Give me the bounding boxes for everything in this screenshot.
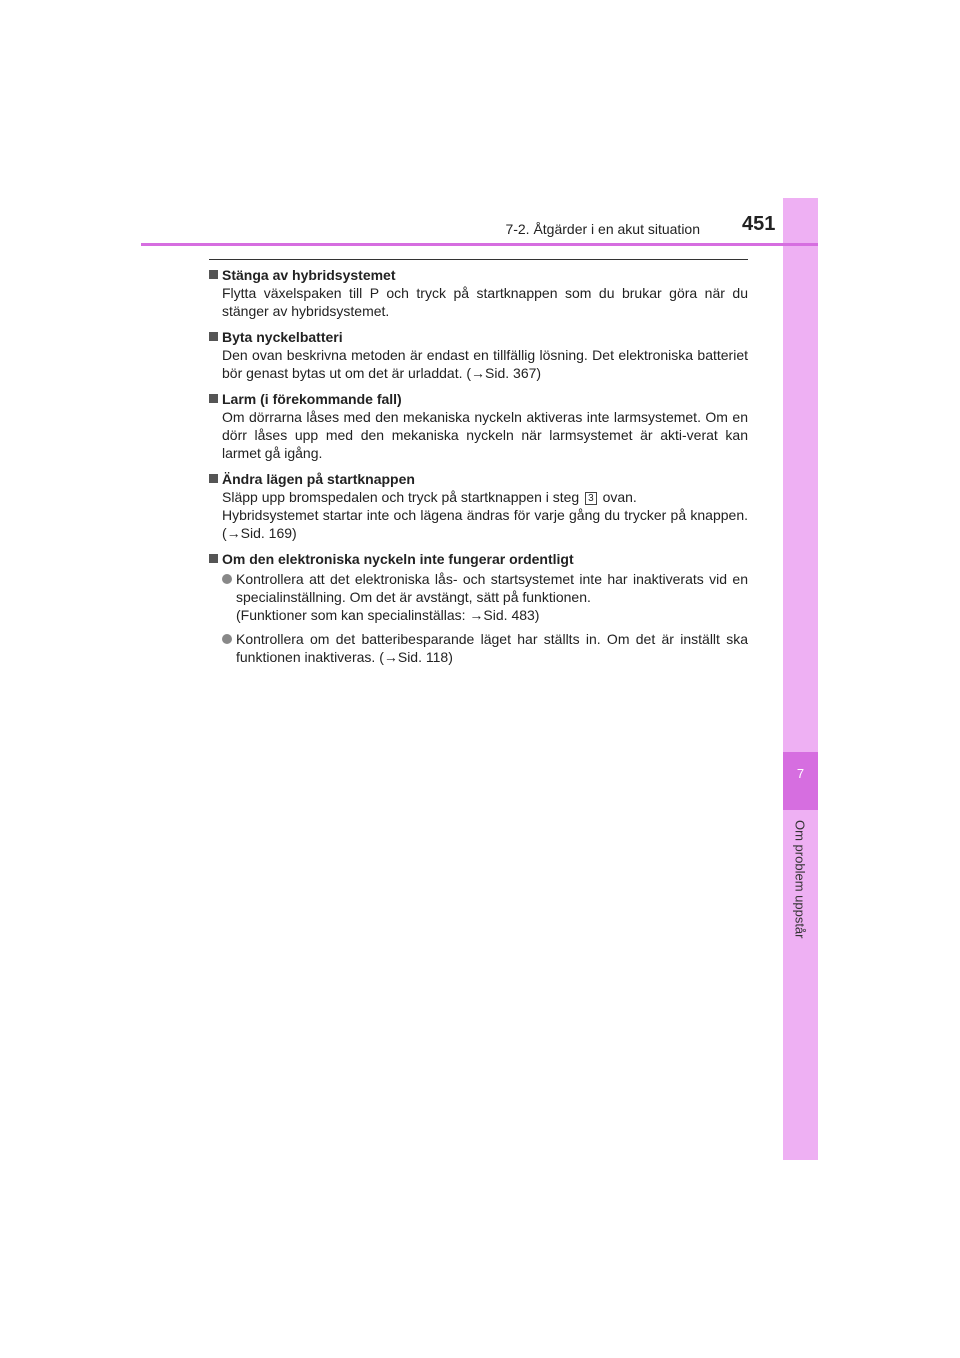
list-item <box>209 266 748 320</box>
step-number-box: 3 <box>585 492 597 505</box>
item-text: Den ovan beskrivna metoden är endast en tillfällig lösning. Det elektroniska batteriet bör genast bytas ut om det är urladdat. (→Sid. 367) <box>222 347 748 381</box>
square-bullet-icon <box>209 474 218 483</box>
item-heading <box>209 328 748 346</box>
sub-item-line: Kontrollera att det elektroniska lås- och startsystemet inte har inaktiverats vid en specialinställning. Om det är avstängt, sätt på funktionen. <box>236 571 748 605</box>
page-content <box>209 266 748 674</box>
chapter-number: 7 <box>796 766 805 781</box>
item-body <box>222 408 748 462</box>
item-title: Stänga av hybridsystemet <box>222 267 396 283</box>
list-item <box>209 390 748 462</box>
chapter-label: Om problem uppstår <box>792 820 808 939</box>
sub-item-text <box>236 630 748 666</box>
chapter-tab-active <box>783 752 818 810</box>
square-bullet-icon <box>209 394 218 403</box>
item-body <box>222 346 748 382</box>
item-title: Ändra lägen på startknappen <box>222 471 415 487</box>
sub-item-text <box>236 570 748 624</box>
sub-item-line: Kontrollera om det batteribesparande läget har ställts in. Om det är inställt ska funktionen inaktiveras. (→Sid. 118) <box>236 631 748 665</box>
item-heading <box>209 550 748 568</box>
circle-bullet-icon <box>222 634 232 644</box>
square-bullet-icon <box>209 554 218 563</box>
item-text: Hybridsystemet startar inte och lägena ändras för varje gång du trycker på knappen. (→Sid. 169) <box>222 507 748 541</box>
item-heading <box>209 470 748 488</box>
list-item <box>209 470 748 542</box>
item-title: Larm (i förekommande fall) <box>222 391 402 407</box>
square-bullet-icon <box>209 270 218 279</box>
header-divider <box>141 243 818 246</box>
list-item <box>209 550 748 666</box>
list-item <box>209 328 748 382</box>
item-text: Om dörrarna låses med den mekaniska nyckeln aktiveras inte larmsystemet. Om en dörr låses upp med den mekaniska nyckeln när larmsystemet är akti-verat kan larmet gå igång. <box>222 409 748 461</box>
item-body <box>222 488 748 542</box>
item-body <box>222 284 748 320</box>
item-heading <box>209 266 748 284</box>
item-text: Flytta växelspaken till P och tryck på startknappen som du brukar göra när du stänger av hybridsystemet. <box>222 285 748 319</box>
sub-item <box>222 570 748 624</box>
item-text-after-step: ovan. <box>602 489 637 505</box>
content-rule <box>209 259 748 260</box>
item-title: Om den elektroniska nyckeln inte fungerar ordentligt <box>222 551 574 567</box>
item-title: Byta nyckelbatteri <box>222 329 343 345</box>
sub-item-line: (Funktioner som kan specialinställas: →Sid. 483) <box>236 607 540 623</box>
item-text-before-step: Släpp upp bromspedalen och tryck på startknappen i steg <box>222 489 580 505</box>
sub-item <box>222 630 748 666</box>
circle-bullet-icon <box>222 574 232 584</box>
item-heading <box>209 390 748 408</box>
item-text <box>222 488 748 506</box>
page-number: 451 <box>742 213 776 235</box>
chapter-tab-strip <box>783 198 818 1160</box>
section-title: 7-2. Åtgärder i en akut situation <box>505 221 700 237</box>
square-bullet-icon <box>209 332 218 341</box>
